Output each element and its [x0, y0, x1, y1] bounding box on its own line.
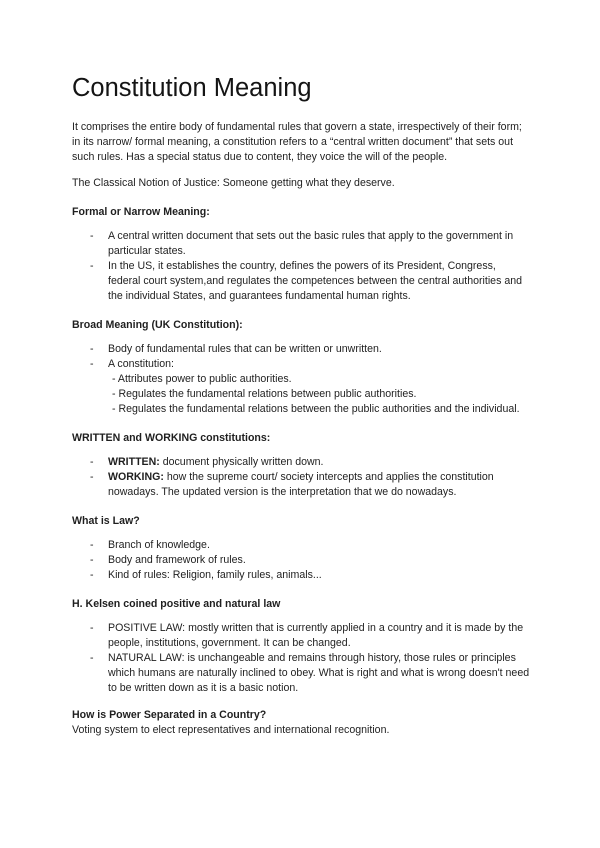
- list-item: [72, 470, 530, 500]
- formal-heading: Formal or Narrow Meaning:: [72, 206, 210, 218]
- dash-bullet: -: [90, 539, 94, 551]
- list-item-text: A central written document that sets out the basic rules that apply to the government in particular states.: [108, 230, 514, 257]
- list-item-text: document physically written down.: [159, 456, 324, 468]
- list-item: [72, 568, 530, 583]
- formal-list: [72, 229, 530, 304]
- list-item: [72, 651, 530, 696]
- page-title: Constitution Meaning: [72, 74, 312, 102]
- sub-item: - Regulates the fundamental relations between the public authorities and the individual.: [112, 403, 520, 415]
- list-item-text: POSITIVE LAW: mostly written that is currently applied in a country and it is made by the people, institutions, government. It can be changed.: [108, 622, 524, 649]
- intro-paragraph: It comprises the entire body of fundamental rules that govern a state, irrespectively of their form; in its narrow/ formal meaning, a constitution refers to a “central written document” that sets out such rules. Has a special status due to content, they voice the will of the people.: [72, 121, 522, 163]
- dash-bullet: -: [90, 358, 94, 370]
- document-page: [72, 70, 530, 738]
- term-label: WORKING:: [108, 471, 164, 483]
- written-list: [72, 455, 530, 500]
- list-item: [72, 259, 530, 304]
- dash-bullet: -: [90, 554, 94, 566]
- broad-list: [72, 342, 530, 417]
- list-item: [72, 553, 530, 568]
- list-item: [72, 538, 530, 553]
- list-item: [72, 357, 530, 417]
- dash-bullet: -: [90, 456, 94, 468]
- list-item-text: Body of fundamental rules that can be written or unwritten.: [108, 343, 382, 355]
- list-item-text: Kind of rules: Religion, family rules, animals...: [108, 569, 322, 581]
- dash-bullet: -: [90, 652, 94, 664]
- list-item-text: how the supreme court/ society intercepts and applies the constitution nowadays. The updated version is the interpretation that we do nowadays.: [108, 471, 494, 498]
- law-heading: What is Law?: [72, 515, 140, 527]
- dash-bullet: -: [90, 622, 94, 634]
- dash-bullet: -: [90, 260, 94, 272]
- sub-item: - Attributes power to public authorities.: [112, 373, 292, 385]
- list-item-text: Body and framework of rules.: [108, 554, 246, 566]
- list-item: [72, 455, 530, 470]
- dash-bullet: -: [90, 569, 94, 581]
- kelsen-list: [72, 621, 530, 696]
- sub-item: - Regulates the fundamental relations between public authorities.: [112, 388, 417, 400]
- list-item: [72, 342, 530, 357]
- term-label: WRITTEN:: [108, 456, 160, 468]
- list-item-text: Branch of knowledge.: [108, 539, 210, 551]
- dash-bullet: -: [90, 230, 94, 242]
- list-item-text: NATURAL LAW: is unchangeable and remains through history, those rules or principles which humans are naturally inclined to obey. What is right and what is wrong doesn't need to be written down as it is a basic notion.: [108, 652, 530, 694]
- list-item-text: In the US, it establishes the country, defines the powers of its President, Congress, federal court system,and regulates the competences between the central authorities and the individual States, and guarantees fundamental human rights.: [108, 260, 522, 302]
- written-heading: WRITTEN and WORKING constitutions:: [72, 432, 271, 444]
- law-list: [72, 538, 530, 583]
- list-item: [72, 229, 530, 259]
- power-heading: How is Power Separated in a Country?: [72, 709, 267, 721]
- list-item-text: A constitution:: [108, 358, 174, 370]
- dash-bullet: -: [90, 343, 94, 355]
- broad-heading: Broad Meaning (UK Constitution):: [72, 319, 243, 331]
- justice-paragraph: The Classical Notion of Justice: Someone getting what they deserve.: [72, 177, 395, 189]
- list-item: [72, 621, 530, 651]
- power-text: Voting system to elect representatives and international recognition.: [72, 724, 390, 736]
- kelsen-heading: H. Kelsen coined positive and natural law: [72, 598, 281, 610]
- dash-bullet: -: [90, 471, 94, 483]
